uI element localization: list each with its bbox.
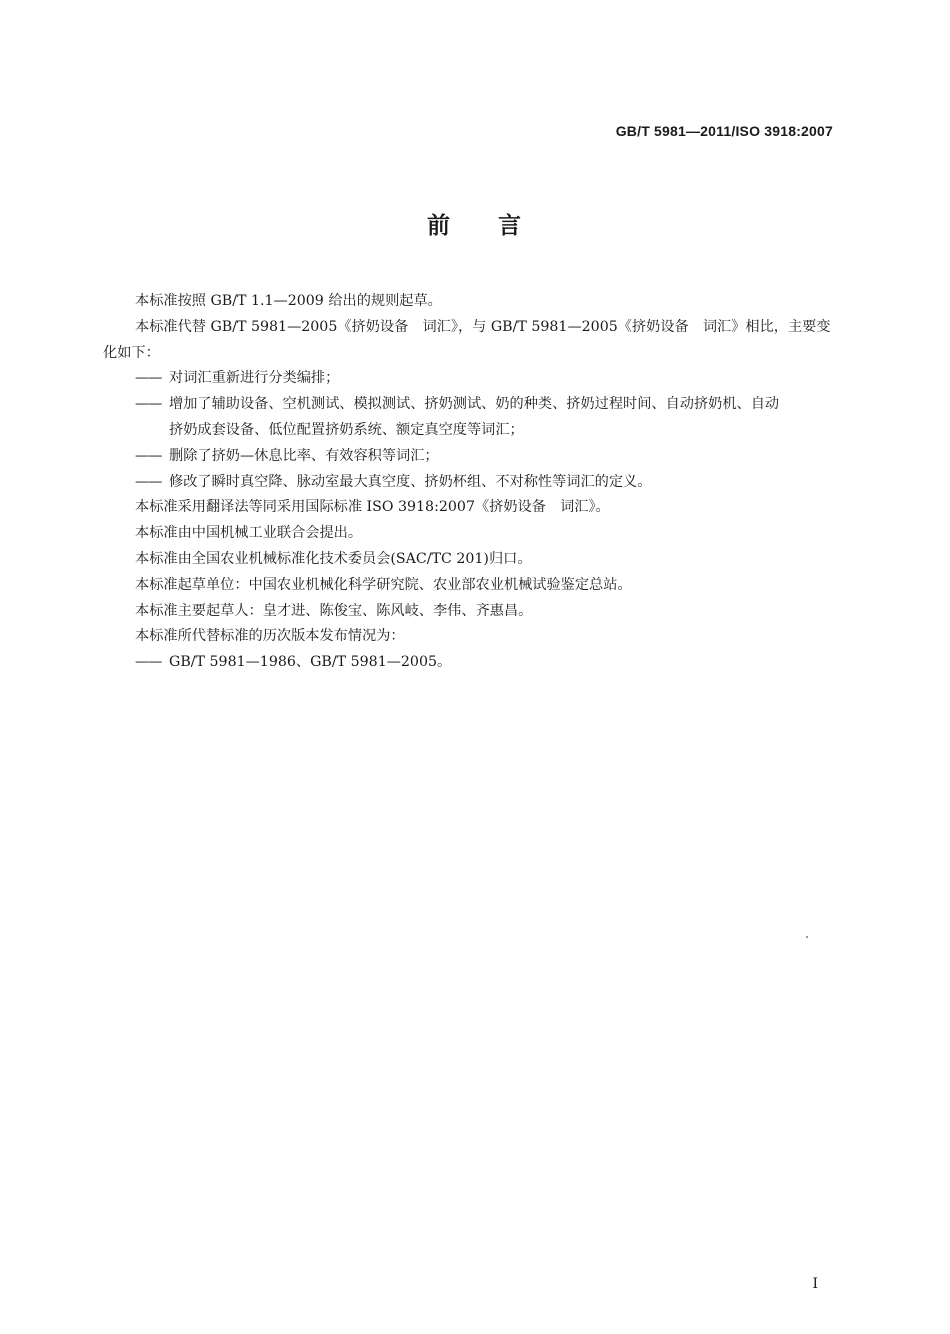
page-title <box>0 207 950 240</box>
list-item <box>103 470 838 496</box>
paragraph-adoption: 本标准采用翻译法等同采用国际标准 ISO 3918:2007《挤奶设备 词汇》。 <box>135 499 610 516</box>
list-item <box>103 444 838 470</box>
paragraph-committee: 本标准由全国农业机械标准化技术委员会(SAC/TC 201)归口。 <box>135 550 532 567</box>
paragraph-replacement: 本标准代替 GB/T 5981—2005《挤奶设备 词汇》，与 GB/T 5981—2005《挤奶设备 词汇》相比，主要变化如下： <box>103 318 831 361</box>
list-dash: —— <box>135 396 162 413</box>
list-item-text: 对词汇重新进行分类编排； <box>169 370 340 387</box>
list-dash: —— <box>135 473 162 490</box>
scan-speck <box>806 936 808 938</box>
list-item-continuation: 挤奶成套设备、低位配置挤奶系统、额定真空度等词汇； <box>169 421 524 438</box>
list-item <box>103 392 838 444</box>
paragraph-proposer: 本标准由中国机械工业联合会提出。 <box>135 525 363 542</box>
page-title-part2: 言 <box>498 213 523 239</box>
list-item <box>103 366 838 392</box>
page-title-part1: 前 <box>427 213 452 239</box>
list-item-text: 增加了辅助设备、空机测试、模拟测试、挤奶测试、奶的种类、挤奶过程时间、自动挤奶机、自动 <box>169 396 780 413</box>
list-dash: —— <box>135 447 162 464</box>
list-dash: —— <box>135 654 162 671</box>
paragraph-drafting-units: 本标准起草单位：中国农业机械化科学研究院、农业部农业机械试验鉴定总站。 <box>135 576 632 593</box>
list-item <box>103 650 838 676</box>
foreword-body <box>103 289 838 676</box>
paragraph-history: 本标准所代替标准的历次版本发布情况为： <box>135 628 405 645</box>
list-dash: —— <box>135 370 162 387</box>
list-item-text: 修改了瞬时真空降、脉动室最大真空度、挤奶杯组、不对称性等词汇的定义。 <box>169 473 652 490</box>
paragraph-drafters: 本标准主要起草人：皇才进、陈俊宝、陈风岐、李伟、齐惠昌。 <box>135 602 533 619</box>
list-item-text: GB/T 5981—1986、GB/T 5981—2005。 <box>169 654 452 671</box>
paragraph-drafting-rule: 本标准按照 GB/T 1.1—2009 给出的规则起草。 <box>135 293 442 309</box>
page-number: I <box>812 1276 818 1292</box>
standard-code: GB/T 5981—2011/ISO 3918:2007 <box>615 123 833 139</box>
list-item-text: 删除了挤奶—休息比率、有效容积等词汇； <box>169 447 439 464</box>
